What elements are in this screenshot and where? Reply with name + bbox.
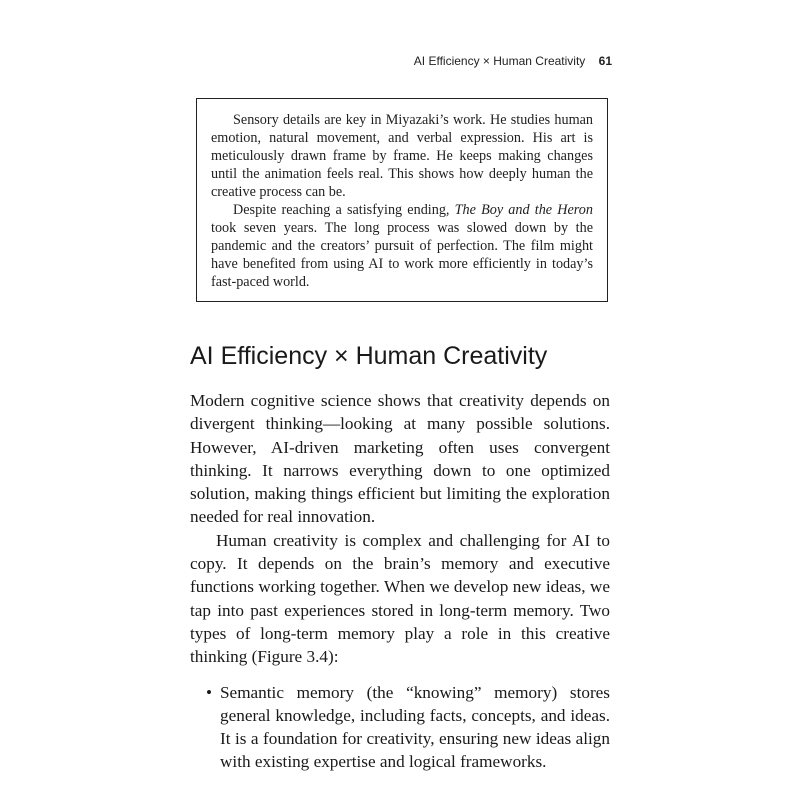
body-paragraph-2: Human creativity is complex and challenging for AI to copy. It depends on the brain’s memory and executive functions working together. When we develop new ideas, we tap into past experiences stored in long-term memory. Two types of long-term memory play a role in this creative thinking (Figure 3.4): <box>190 530 610 667</box>
callout-paragraph-1: Sensory details are key in Miyazaki’s work. He studies human emotion, natural movement, and verbal expression. His art is meticulously drawn frame by frame. He keeps making changes until the animation feels real. This shows how deeply human the creative process can be. <box>211 112 593 200</box>
callout-paragraph-2 <box>211 201 593 291</box>
callout-box <box>196 98 608 302</box>
body-text <box>190 389 610 774</box>
running-head <box>414 54 612 68</box>
list-item <box>206 681 610 774</box>
film-title: The Boy and the Heron <box>454 202 593 218</box>
page-number: 61 <box>598 54 612 68</box>
bullet-list <box>190 681 610 774</box>
section-heading: AI Efficiency × Human Creativity <box>190 342 548 370</box>
callout-paragraph-2-before: Despite reaching a satisfying ending, <box>233 202 455 218</box>
body-paragraph-1: Modern cognitive science shows that creativity depends on divergent thinking—looking at many possible solutions. However, AI-driven marketing often uses convergent thinking. It narrows everything down to one optimized solution, making things efficient but limiting the exploration needed for real innovation. <box>190 391 610 527</box>
bullet-marker: • <box>206 682 213 702</box>
running-head-title: AI Efficiency × Human Creativity <box>413 54 586 68</box>
bullet-text: Semantic memory (the “knowing” memory) stores general knowledge, including facts, concepts, and ideas. It is a foundation for creativity, ensuring new ideas align with existing expertise and logical frameworks. <box>220 682 610 772</box>
callout-paragraph-2-after: took seven years. The long process was slowed down by the pandemic and the creators’ pursuit of perfection. The film might have benefited from using AI to work more efficiently in today’s fast-paced world. <box>211 220 593 290</box>
